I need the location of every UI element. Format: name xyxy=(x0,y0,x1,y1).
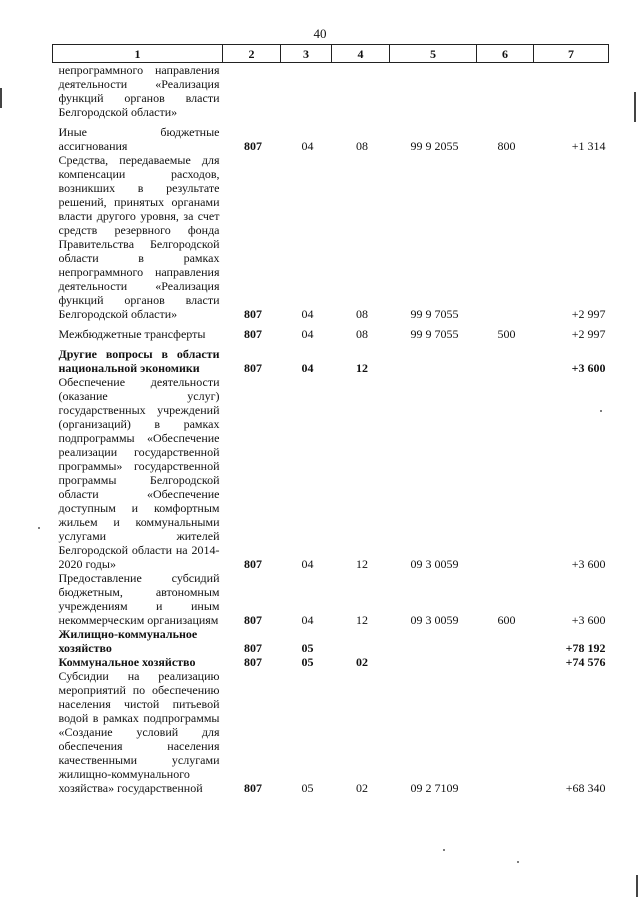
row-section-code: 04 xyxy=(301,307,314,321)
row-section-code: 04 xyxy=(301,557,314,571)
row-section-code: 04 xyxy=(301,361,314,375)
table-header xyxy=(53,45,609,63)
row-section-code: 05 xyxy=(301,781,314,795)
row-section-code: 04 xyxy=(301,613,314,627)
row-amount: +2 997 xyxy=(571,327,606,341)
row-target-article xyxy=(390,655,477,669)
row-subsection-code: 12 xyxy=(356,361,368,375)
table-row xyxy=(53,153,609,321)
budget-table xyxy=(52,44,609,795)
row-description: Другие вопросы в области национальной экономики xyxy=(58,347,220,375)
page-number: 40 xyxy=(313,26,327,41)
row-amount: +74 576 xyxy=(565,655,606,669)
row-description: Субсидии на реализацию мероприятий по обеспечению населения чистой питьевой водой в рамках подпрограммы «Создание условий для обеспечения населения качественными услугами жилищно-коммунального хозяйства» государственной xyxy=(58,669,220,795)
row-expense-type xyxy=(477,655,534,669)
row-amount: +68 340 xyxy=(565,781,606,795)
row-subsection-code: 08 xyxy=(356,307,368,321)
row-description: Коммунальное хозяйство xyxy=(58,655,196,669)
table-row xyxy=(53,347,609,375)
row-expense-type: 500 xyxy=(497,327,516,341)
row-ministry-code: 807 xyxy=(244,613,262,627)
row-ministry-code xyxy=(223,63,281,120)
column-header-7: 7 xyxy=(534,45,609,63)
table-row xyxy=(53,627,609,655)
row-expense-type xyxy=(477,669,534,795)
table-row xyxy=(53,125,609,153)
row-section-code: 04 xyxy=(301,139,314,153)
column-header-6: 6 xyxy=(477,45,534,63)
row-section-code xyxy=(281,63,332,120)
row-expense-type xyxy=(477,63,534,120)
row-amount: +3 600 xyxy=(571,361,606,375)
column-header-4: 4 xyxy=(332,45,390,63)
row-ministry-code: 807 xyxy=(244,361,262,375)
scan-dust-speck xyxy=(600,410,602,412)
row-description: Иные бюджетные ассигнования xyxy=(58,125,220,153)
row-ministry-code: 807 xyxy=(244,655,262,669)
row-section-code: 05 xyxy=(301,655,314,669)
row-ministry-code: 807 xyxy=(244,307,262,321)
row-ministry-code: 807 xyxy=(244,557,262,571)
row-description: Межбюджетные трансферты xyxy=(58,327,206,341)
table-row xyxy=(53,669,609,795)
row-expense-type xyxy=(477,347,534,375)
row-amount: +2 997 xyxy=(571,307,606,321)
row-expense-type xyxy=(477,627,534,655)
row-ministry-code: 807 xyxy=(244,327,262,341)
row-amount: +78 192 xyxy=(565,641,606,655)
row-ministry-code: 807 xyxy=(244,641,262,655)
row-amount: +3 600 xyxy=(571,557,606,571)
row-description: непрограммного направления деятельности «Реализация функций органов власти Белгородской области» xyxy=(58,63,220,119)
row-target-article xyxy=(390,347,477,375)
row-subsection-code: 08 xyxy=(356,139,368,153)
row-expense-type xyxy=(477,153,534,321)
row-subsection-code: 12 xyxy=(356,613,368,627)
row-amount: +1 314 xyxy=(571,139,606,153)
table-row xyxy=(53,327,609,341)
row-target-article: 99 9 7055 xyxy=(410,307,459,321)
scan-edge-mark xyxy=(636,875,638,897)
row-section-code: 05 xyxy=(301,641,314,655)
row-subsection-code xyxy=(332,627,390,655)
row-subsection-code: 08 xyxy=(356,327,368,341)
row-expense-type xyxy=(477,375,534,571)
row-expense-type: 600 xyxy=(497,613,516,627)
row-description: Обеспечение деятельности (оказание услуг) государственных учреждений (организаций) в рамках подпрограммы «Обеспечение реализации государственной программы» государственной программы Белгородской области «Обеспечение доступным и комфортным жильем и коммунальными услугами жителей Белгородской области на 2014-2020 годы» xyxy=(58,375,220,571)
scan-dust-speck xyxy=(38,527,40,529)
row-expense-type: 800 xyxy=(497,139,516,153)
scan-edge-mark xyxy=(634,92,636,122)
row-target-article: 09 3 0059 xyxy=(410,557,459,571)
scan-dust-speck xyxy=(517,861,519,863)
row-target-article: 99 9 7055 xyxy=(410,327,459,341)
table-row xyxy=(53,571,609,627)
row-description: Средства, передаваемые для компенсации расходов, возникших в результате решений, принятых органами власти другого уровня, за счет средств резервного фонда Правительства Белгородской области в рамках непрограммного направления деятельности «Реализация функций органов власти Белгородской области» xyxy=(58,153,220,321)
row-subsection-code: 02 xyxy=(356,655,368,669)
row-subsection-code xyxy=(332,63,390,120)
row-target-article: 09 3 0059 xyxy=(410,613,459,627)
table-row xyxy=(53,375,609,571)
row-section-code: 04 xyxy=(301,327,314,341)
row-target-article xyxy=(390,63,477,120)
table-row xyxy=(53,655,609,669)
row-ministry-code: 807 xyxy=(244,139,262,153)
row-amount xyxy=(534,63,609,120)
table-body xyxy=(53,63,609,796)
row-target-article xyxy=(390,627,477,655)
table-row xyxy=(53,63,609,120)
column-header-2: 2 xyxy=(223,45,281,63)
column-header-1: 1 xyxy=(53,45,223,63)
scan-dust-speck xyxy=(443,849,445,851)
column-header-3: 3 xyxy=(281,45,332,63)
row-description: Предоставление субсидий бюджетным, автономным учреждениям и иным некоммерческим организациям xyxy=(58,571,220,627)
row-target-article: 99 9 2055 xyxy=(410,139,459,153)
row-description: Жилищно-коммунальное хозяйство xyxy=(58,627,198,655)
row-subsection-code: 12 xyxy=(356,557,368,571)
row-subsection-code: 02 xyxy=(356,781,368,795)
row-ministry-code: 807 xyxy=(244,781,262,795)
column-header-5: 5 xyxy=(390,45,477,63)
scan-edge-mark xyxy=(0,88,2,108)
row-target-article: 09 2 7109 xyxy=(410,781,459,795)
row-amount: +3 600 xyxy=(571,613,606,627)
